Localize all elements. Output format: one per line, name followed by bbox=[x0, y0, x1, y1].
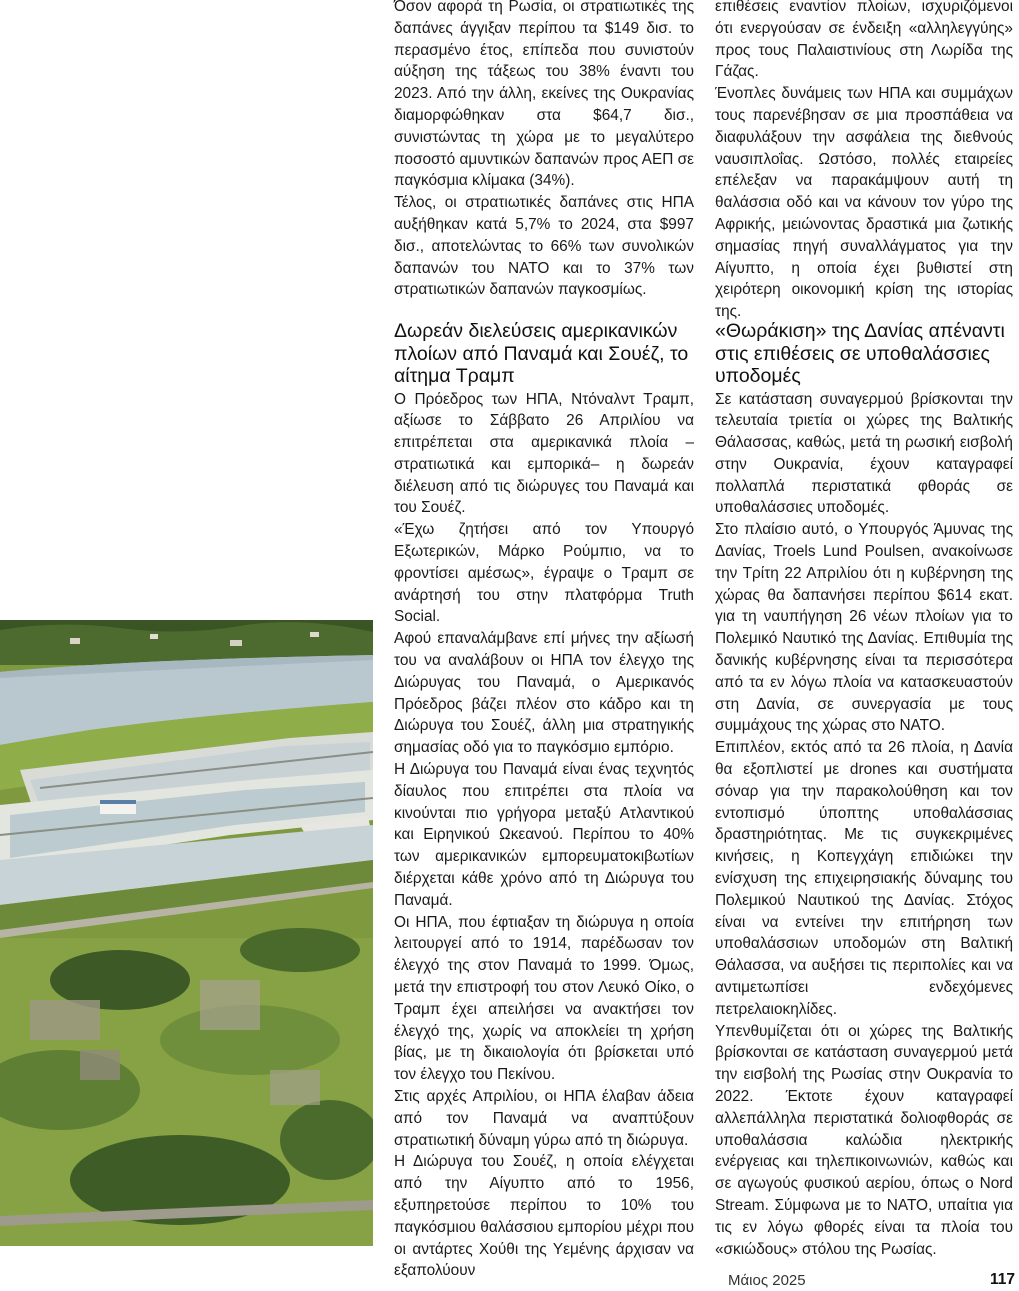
paragraph: Ο Πρόεδρος των ΗΠΑ, Ντόναλντ Τραμπ, αξίωσε το Σάββατο 26 Απριλίου να επιτρέπεται στα αμερικανικά πλοία –στρατιωτικά και εμπορικά– η δωρεάν διέλευση από τις διώρυγες του Παναμά και του Σουέζ. bbox=[394, 390, 694, 517]
houthi-attacks-continuation bbox=[715, 0, 1013, 323]
paragraph: «Έχω ζητήσει από τον Υπουργό Εξωτερικών, Μάρκο Ρούμπιο, να το φροντίσει αμέσως», έγραψε ο Τραμπ σε ανάρτησή του στην πλατφόρμα Truth Social. bbox=[394, 521, 694, 626]
paragraph: Ένοπλες δυνάμεις των ΗΠΑ και συμμάχων τους παρενέβησαν σε μια προσπάθεια να διαφυλάξουν την ασφάλεια της διεθνούς ναυσιπλοΐας. Ωστόσο, πολλές εταιρείες επέλεξαν να παρακάμψουν αυτή τη θαλάσσια οδό και να κάνουν τον γύρο της Αφρικής, μειώνοντας δραστικά μια ζωτικής σημασίας πηγή συναλλάγματος για την Αίγυπτο, η οποία έχει βυθιστεί στη χειρότερη οικονομική κρίση της ιστορίας της. bbox=[715, 85, 1013, 321]
paragraph: Υπενθυμίζεται ότι οι χώρες της Βαλτικής βρίσκονται σε κατάσταση συναγερμού μετά την εισβολή της Ρωσίας στην Ουκρανία το 2022. Έκτοτε έχουν καταγραφεί αλλεπάλληλα περιστατικά δολιοφθοράς σε υποθαλάσσια καλώδια ηλεκτρικής ενέργειας και τηλεπικοινωνιών, καθώς και σε αγωγούς φυσικού αερίου, όπως ο Nord Stream. Σύμφωνα με το ΝΑΤΟ, υπαίτια για τις εν λόγω φθορές είναι τα πλοία του «σκιώδους» στόλου της Ρωσίας. bbox=[715, 1022, 1013, 1258]
article-heading: «Θωράκιση» της Δανίας απέναντι στις επιθέσεις σε υποθαλάσσιες υποδομές bbox=[715, 320, 1005, 387]
paragraph: Επιπλέον, εκτός από τα 26 πλοία, η Δανία θα εξοπλιστεί με drones και συστήματα σόναρ για την παρακολούθηση και τον εντοπισμό ύποπτης υποθαλάσσιας δραστηριότητας. Με τις συγκεκριμένες κινήσεις, η Κοπεγχάγη επιδιώκει την ενίσχυση της επιχειρησιακής δύναμης του Πολεμικού Ναυτικού της Δανίας. Στόχος είναι να εντείνει την επιτήρηση των υποθαλάσσιων υποδομών στη Βαλτική Θάλασσα, να αυξήσει τις περιπολίες και να αντιμετωπίσει ενδεχόμενες πετρελαιοκηλίδες. bbox=[715, 739, 1013, 1018]
denmark-article bbox=[715, 320, 1013, 1260]
panama-suez-article bbox=[394, 320, 694, 1282]
issue-date: Μάιος 2025 bbox=[728, 1272, 806, 1289]
paragraph: Αφού επαναλάμβανε επί μήνες την αξίωσή του να αναλάβουν οι ΗΠΑ τον έλεγχο της Διώρυγας του Παναμά, ο Αμερικανός Πρόεδρος βάζει πλέον στο κάδρο και τη Διώρυγα του Σουέζ, άλλη μια στρατηγικής σημασίας οδό για το παγκόσμιο εμπόριο. bbox=[394, 630, 694, 757]
paragraph: Όσον αφορά τη Ρωσία, οι στρατιωτικές της δαπάνες άγγιξαν περίπου τα $149 δισ. το περασμένο έτος, επίπεδα που συνιστούν αύξηση της τάξεως του 38% έναντι του 2023. Από την άλλη, εκείνες της Ουκρανίας διαμορφώθηκαν στα $64,7 δισ., συνιστώντας τη χώρα με το μεγαλύτερο ποσοστό αμυντικών δαπανών προς ΑΕΠ σε παγκόσμια κλίμακα (34%). bbox=[394, 0, 694, 190]
article-heading: Δωρεάν διελεύσεις αμερικανικών πλοίων από Παναμά και Σουέζ, το αίτημα Τραμπ bbox=[394, 320, 689, 387]
paragraph: Στις αρχές Απριλίου, οι ΗΠΑ έλαβαν άδεια από τον Παναμά να αναπτύξουν στρατιωτική δύναμη γύρω από τη διώρυγα. bbox=[394, 1088, 694, 1149]
paragraph: Στο πλαίσιο αυτό, ο Υπουργός Άμυνας της Δανίας, Troels Lund Poulsen, ανακοίνωσε την Τρίτη 22 Απριλίου ότι η κυβέρνηση της χώρας θα δαπανήσει περίπου $614 εκατ. για τη ναυπήγηση 26 νέων πλοίων για το Πολεμικό Ναυτικό της Δανίας. Επιθυμία της δανικής κυβέρνησης είναι τα περισσότερα από τα εν λόγω πλοία να κατασκευαστούν στη Δανία, σε συνεργασία με τους συμμάχους της χώρας στο ΝΑΤΟ. bbox=[715, 521, 1013, 735]
paragraph: Τέλος, οι στρατιωτικές δαπάνες στις ΗΠΑ αυξήθηκαν κατά 5,7% το 2024, στα $997 δισ., αποτελώντας το 66% των συνολικών δαπανών του ΝΑΤΟ και το 37% των στρατιωτικών δαπανών παγκοσμίως. bbox=[394, 194, 694, 299]
paragraph: Οι ΗΠΑ, που έφτιαξαν τη διώρυγα η οποία λειτουργεί από το 1914, παρέδωσαν τον έλεγχό της στον Παναμά το 1999. Όμως, μετά την επιστροφή του στον Λευκό Οίκο, ο Τραμπ έχει απειλήσει να ανακτήσει τον έλεγχό της, χωρίς να αποκλείει τη χρήση βίας, με τη δικαιολογία ότι βρίσκεται υπό τον έλεγχο του Πεκίνου. bbox=[394, 913, 694, 1084]
military-spending-continuation bbox=[394, 0, 694, 301]
paragraph: Η Διώρυγα του Παναμά είναι ένας τεχνητός δίαυλος που επιτρέπει στα πλοία να κινούνται πιο γρήγορα μεταξύ Ατλαντικού και Ειρηνικού Ωκεανού. Περίπου το 40% των αμερικανικών εμπορευματοκιβωτίων διέρχεται κάθε χρόνο από τη Διώρυγα του Παναμά. bbox=[394, 761, 694, 909]
panama-canal-aerial-photo bbox=[0, 620, 373, 1246]
paragraph: Σε κατάσταση συναγερμού βρίσκονται την τελευταία τριετία οι χώρες της Βαλτικής Θάλασσας, καθώς, μετά τη ρωσική εισβολή στην Ουκρανία, έχουν καταγραφεί πολλαπλά περιστατικά φθοράς σε υποθαλάσσιες υποδομές. bbox=[715, 390, 1013, 517]
paragraph: επιθέσεις εναντίον πλοίων, ισχυριζόμενοι ότι ενεργούσαν σε ένδειξη «αλληλεγγύης» προς τους Παλαιστινίους στη Λωρίδα της Γάζας. bbox=[715, 0, 1013, 81]
paragraph: Η Διώρυγα του Σουέζ, η οποία ελέγχεται από την Αίγυπτο από το 1956, εξυπηρετούσε περίπου το 10% του παγκόσμιου θαλάσσιου εμπορίου μέχρι που οι αντάρτες Χούθι της Υεμένης άρχισαν να εξαπολύουν bbox=[394, 1153, 694, 1280]
page-number: 117 bbox=[989, 1271, 1015, 1288]
